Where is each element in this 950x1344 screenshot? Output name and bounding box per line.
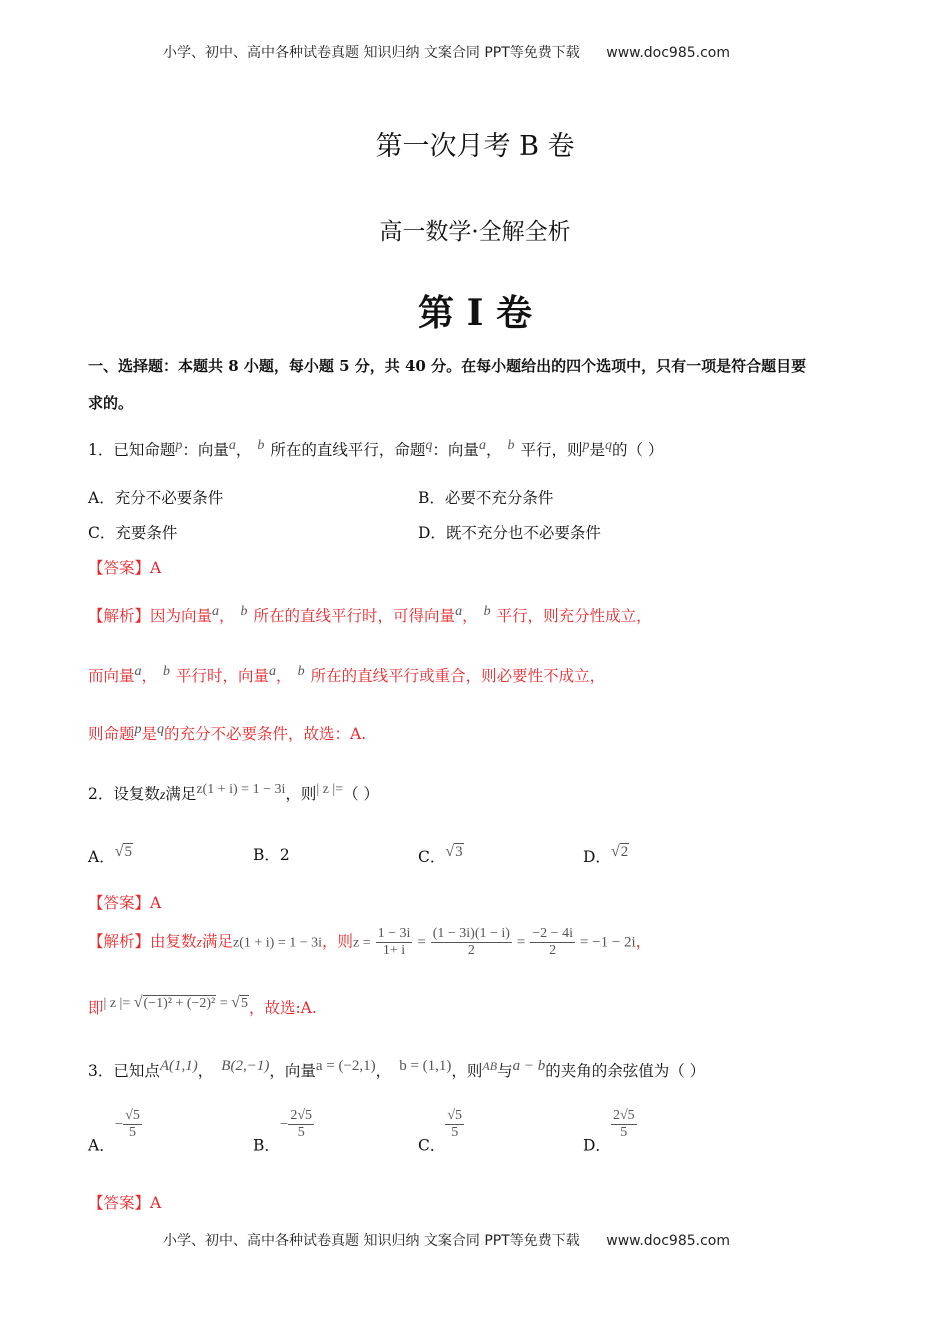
q3-stem: 3．已知点$^{A(1,1)}$， $^{B(2,-1)}$，向量$^{a = (-2,1)}$， $^{b = (1,1)}$，则$^{AB}$与$^{a - b}$的夹角的余弦值为（ ）: [88, 1058, 706, 1081]
q1-option-d: D．既不充分也不必要条件: [418, 524, 601, 542]
q1-option-c: C．充要条件: [88, 524, 178, 542]
q2-fraction-3: $\frac{-2 - 4i}{2}$: [532, 926, 573, 958]
q2-fraction-1: $\frac{1 - 3i}{1+ i}$: [377, 926, 411, 958]
q2-option-c: C．$^{√3}$: [418, 843, 463, 867]
q2-explanation-line2: 即$^{| z |= √(-1)^2 + (-2)^2 = √5}$，故选:A.: [88, 994, 317, 1018]
q2-fraction-2: $\frac{(1 - 3i)(1 - i)}{2}$: [432, 926, 510, 958]
header-url[interactable]: www.doc985.com: [606, 45, 730, 61]
q2-stem: 2．设复数z满足$^{z(1 + i) = 1 - 3i}$，则$^{| z |=}$（ ）: [88, 782, 380, 804]
exam-title: 第一次月考 B 卷: [375, 131, 575, 162]
q1-answer: 【答案】A: [88, 559, 162, 577]
page-header: [163, 42, 730, 62]
q1-stem: 1．已知命题$^p$：向量$^a$， $^b$ 所在的直线平行，命题$^q$：向量$^a$， $^b$ 平行，则$^p$是$^q$的（ ）: [88, 438, 664, 460]
q2-answer: 【答案】A: [88, 894, 162, 912]
q2-option-b: B．2: [253, 846, 290, 864]
section-heading-line2: 求的。: [88, 394, 134, 412]
footer-url[interactable]: www.doc985.com: [606, 1233, 730, 1249]
q1-option-b: B．必要不充分条件: [418, 489, 554, 507]
q3-answer: 【答案】A: [88, 1194, 162, 1212]
q3-option-a: A．− $\frac{√5}{5}$: [88, 1108, 140, 1155]
q2-explanation-line1: 【解析】由复数z满足z(1 + i) = 1 − 3i，则z = $\frac{1 - 3i}{1+ i}$ = $\frac{(1 - 3i)(1 - i)}{2}$ = $\frac{-2 - 4i}{2}$ = −1 − 2i，: [88, 926, 652, 958]
header-text: 小学、初中、高中各种试卷真题 知识归纳 文案合同 PPT等免费下载: [163, 45, 580, 61]
footer-text: 小学、初中、高中各种试卷真题 知识归纳 文案合同 PPT等免费下载: [163, 1233, 580, 1249]
section-heading-line1: 一、选择题：本题共 8 小题，每小题 5 分，共 40 分。在每小题给出的四个选项中，只有一项是符合题目要: [88, 357, 807, 375]
q1-option-a: A．充分不必要条件: [88, 489, 224, 507]
q3-option-d: D． $\frac{2√5}{5}$: [583, 1108, 635, 1155]
q1-explanation-line3: 则命题$^p$是$^q$的充分不必要条件，故选：A.: [88, 722, 367, 744]
q3-option-c: C． $\frac{√5}{5}$: [418, 1108, 463, 1155]
q2-option-a: A．$^{√5}$: [88, 843, 132, 867]
q3-option-b: B．− $\frac{2√5}{5}$: [253, 1108, 313, 1155]
q2-option-d: D．$^{√2}$: [583, 843, 629, 867]
q1-explanation-line1: 【解析】因为向量$^a$， $^b$ 所在的直线平行时，可得向量$^a$， $^b$ 平行，则充分性成立，: [88, 604, 652, 626]
page-footer: [163, 1230, 730, 1250]
exam-subtitle: 高一数学·全解全析: [379, 219, 571, 245]
volume-title: 第 I 卷: [418, 292, 532, 334]
q1-explanation-line2: 而向量$^a$， $^b$ 平行时，向量$^a$， $^b$ 所在的直线平行或重合，则必要性不成立，: [88, 664, 606, 686]
